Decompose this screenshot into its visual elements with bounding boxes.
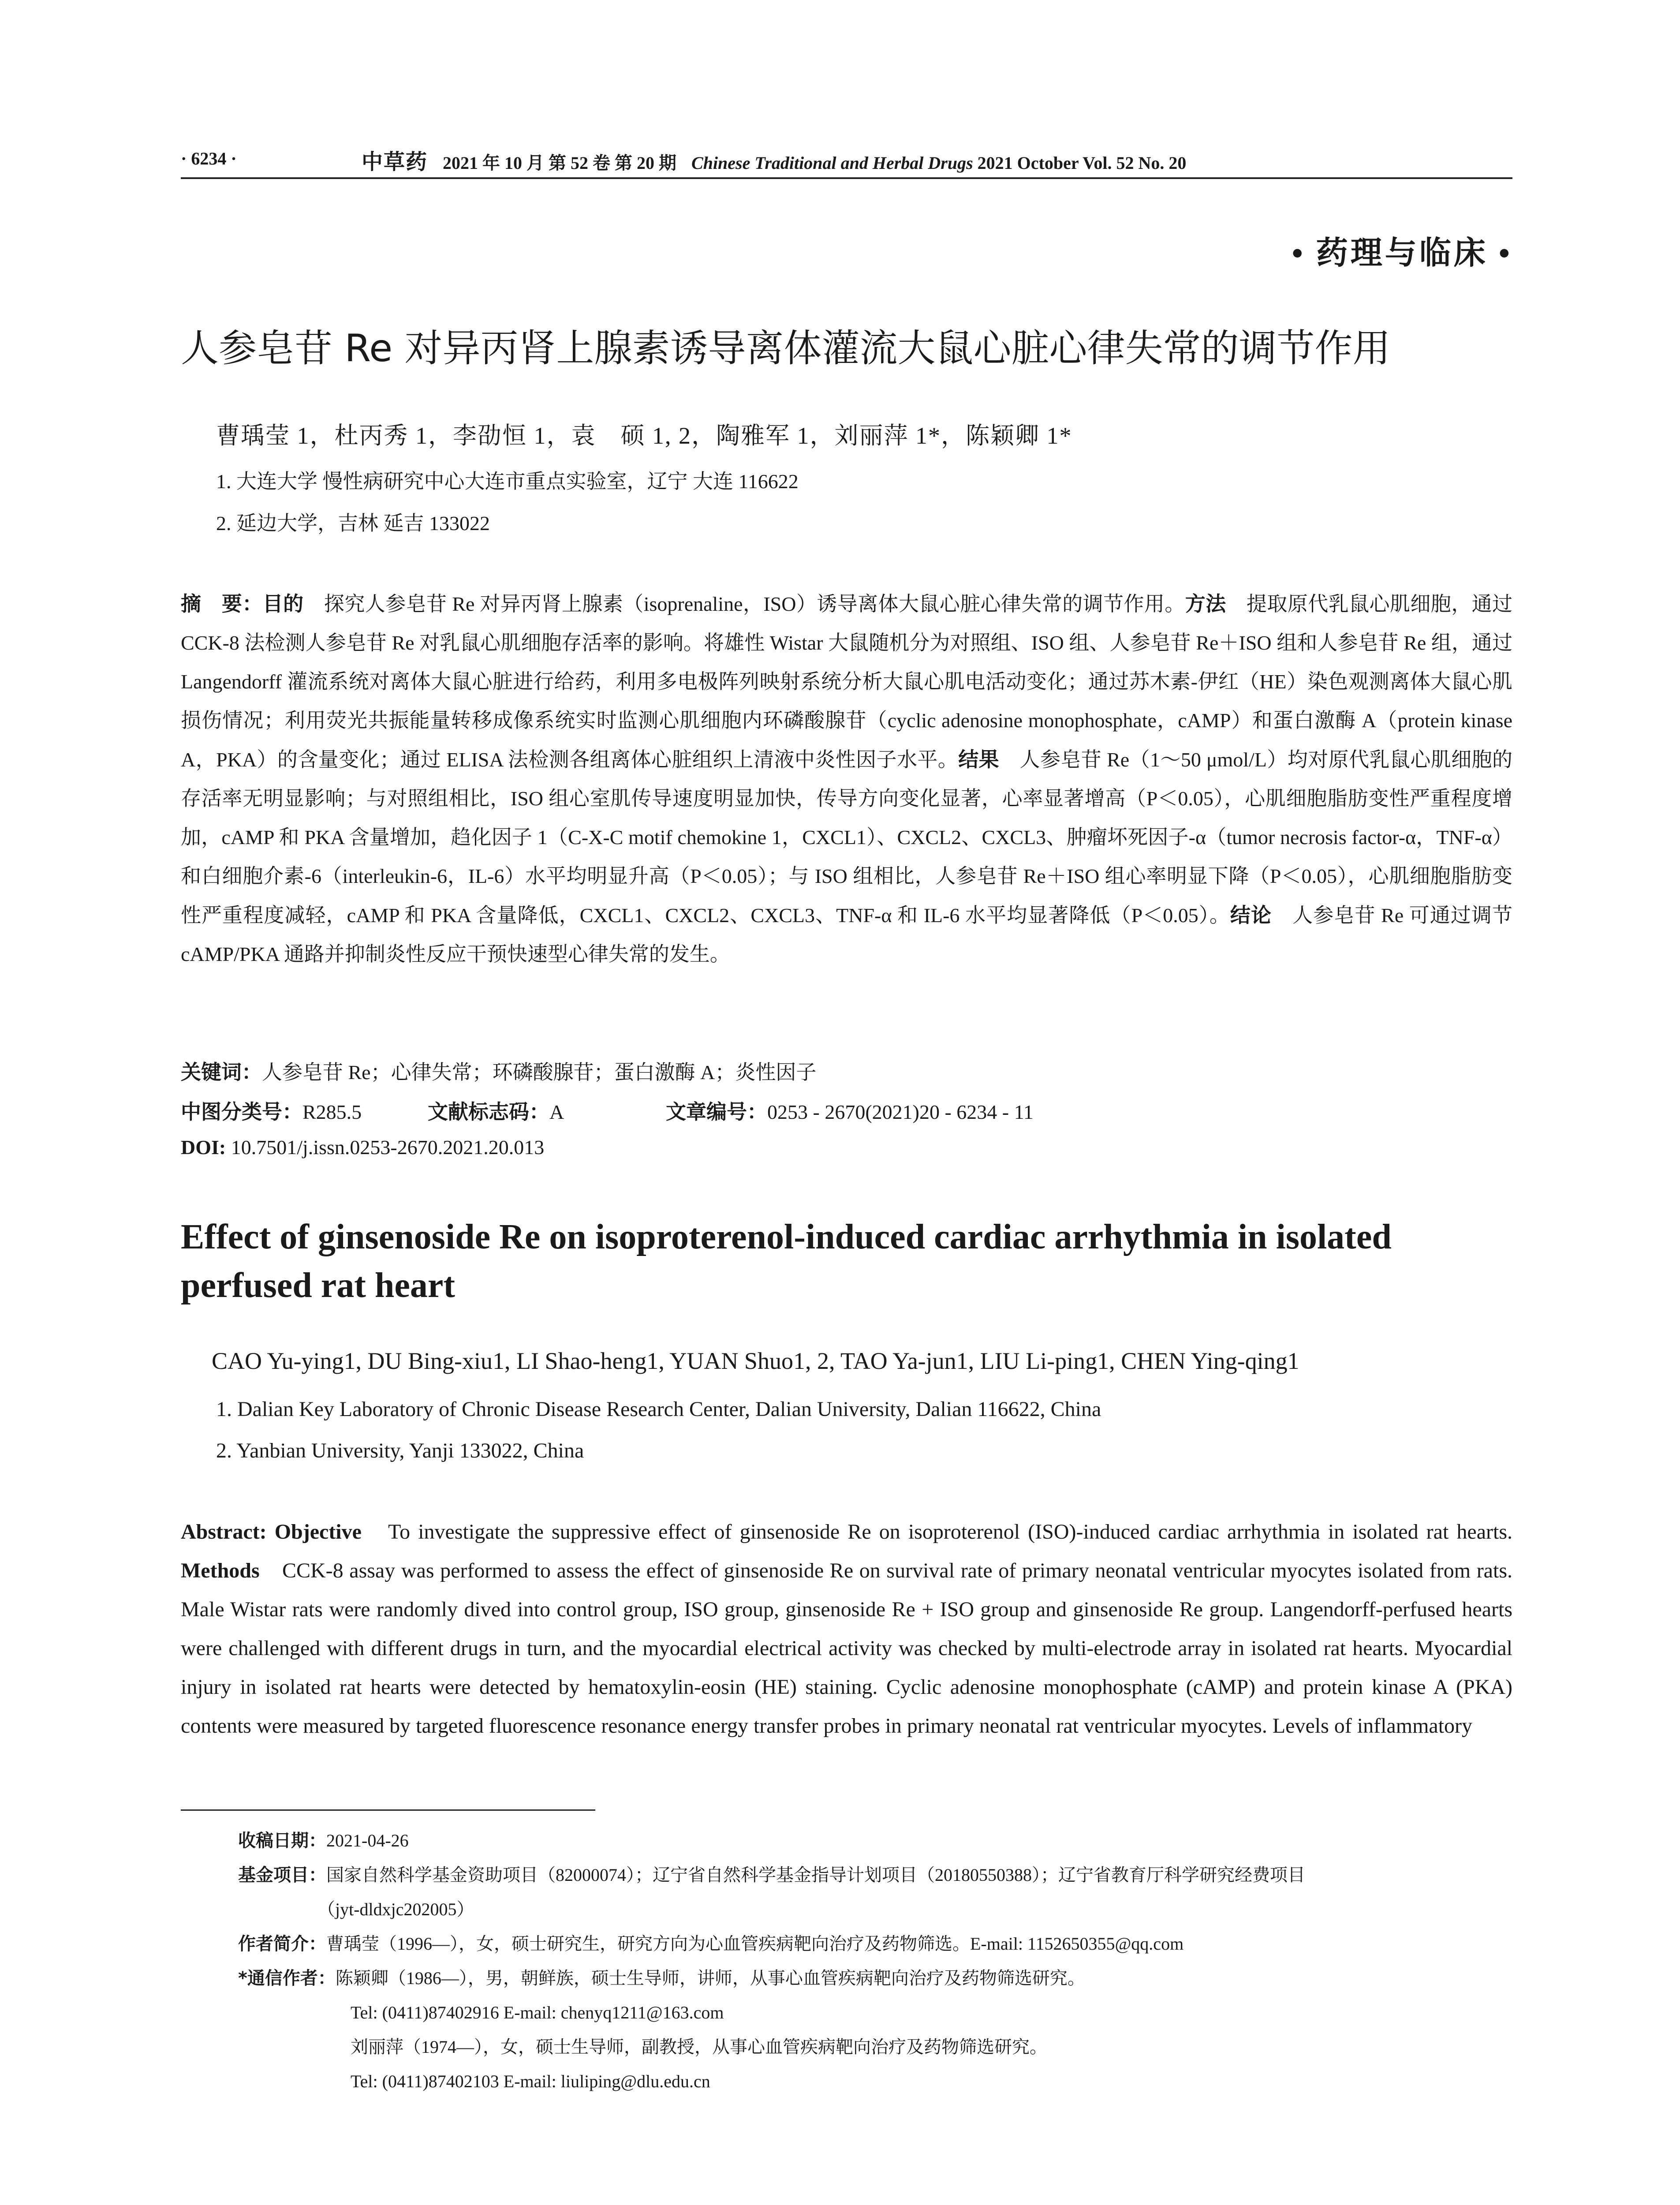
en-authors: CAO Yu-ying1, DU Bing-xiu1, LI Shao-heng1, YUAN Shuo1, 2, TAO Ya-jun1, LIU Li-ping1, CHEN Ying-qing1 (212, 1348, 1299, 1374)
journal-issue-line (362, 145, 1512, 175)
cn-keywords-text: 人参皂苷 Re；心律失常；环磷酸腺苷；蛋白激酶 A；炎性因子 (262, 1061, 817, 1084)
cn-keywords-label: 关键词： (181, 1060, 262, 1084)
cn-abstract (181, 584, 1512, 974)
cn-methods-label: 方法 (1185, 592, 1226, 616)
doi-label: DOI: (181, 1136, 226, 1159)
cn-results: 人参皂苷 Re（1～50 μmol/L）均对原代乳鼠心肌细胞的存活率无明显影响；与对照组相比，ISO 组心室肌传导速度明显加快，传导方向变化显著，心率显著增高（P＜0.05），心肌细胞脂肪变性严重程度增加，cAMP 和 PKA 含量增加，趋化因子 1（C-X-C motif chemokine 1，CXCL1）、CXCL2、CXCL3、肿瘤坏死因子-α（tumor necrosis factor-α，TNF-α）和白细胞介素-6（interleukin-6，IL-6）水平均明显升高（P＜0.05）；与 ISO 组相比，人参皂苷 Re＋ISO 组心率明显下降（P＜0.05），心肌细胞脂肪变性严重程度减轻，cAMP 和 PKA 含量降低，CXCL1、CXCL2、CXCL3、TNF-α 和 IL-6 水平均显著降低（P＜0.05）。 (181, 748, 1513, 927)
received-date (238, 1824, 1512, 1858)
funding (238, 1858, 1512, 1892)
cn-methods: 提取原代乳鼠心肌细胞，通过 CCK-8 法检测人参皂苷 Re 对乳鼠心肌细胞存活率的影响。将雄性 Wistar 大鼠随机分为对照组、ISO 组、人参皂苷 Re＋ISO 组和人参皂苷 Re 组，通过 Langendorff 灌流系统对离体大鼠心脏进行给药，利用多电极阵列映射系统分析大鼠心肌电活动变化；通过苏木素-伊红（HE）染色观测离体大鼠心肌损伤情况；利用荧光共振能量转移成像系统实时监测心肌细胞内环磷酸腺苷（cyclic adenosine monophosphate，cAMP）和蛋白激酶 A（protein kinase A，PKA）的含量变化；通过 ELISA 法检测各组离体心脏组织上清液中炎性因子水平。 (181, 593, 1513, 771)
cn-conclusion: 人参皂苷 Re 可通过调节 cAMP/PKA 通路并抑制炎性反应干预快速型心律失常的发生。 (181, 904, 1512, 965)
en-methods: CCK-8 assay was performed to assess the effect of ginsenoside Re on survival rate of primary neonatal ventricular myocytes isolated from rats. Male Wistar rats were randomly dived into control group, ISO group, ginsenoside Re + ISO group and ginsenoside Re group. Langendorff-perfused hearts were challenged with different drugs in turn, and the myocardial electrical activity was checked by multi-electrode array in isolated rat hearts. Myocardial injury in isolated rat hearts were detected by hematoxylin-eosin (HE) staining. Cyclic adenosine monophosphate (cAMP) and protein kinase A (PKA) contents were measured by targeted fluorescence resonance energy transfer probes in primary neonatal rat ventricular myocytes. Levels of inflammatory (181, 1559, 1513, 1738)
doi (181, 1136, 1512, 1159)
en-title: Effect of ginsenoside Re on isoproterenol-induced cardiac arrhythmia in isolated perfused rat heart (181, 1218, 1392, 1305)
en-methods-label: Methods (181, 1559, 260, 1582)
cn-classification (181, 1096, 1512, 1125)
cn-affiliation-1: 1. 大连大学 慢性病研究中心大连市重点实验室，辽宁 大连 116622 (216, 470, 799, 493)
author-bio (238, 1927, 1512, 1961)
journal-name-en: Chinese Traditional and Herbal Drugs (691, 153, 973, 173)
funding-continued: （jyt-dldxjc202005） (317, 1899, 474, 1919)
corresponding-2-contact: Tel: (0411)87402103 E-mail: liuliping@dlu.edu.cn (351, 2071, 710, 2091)
author-bio-value: 曹瑀莹（1996—），女，硕士研究生，研究方向为心血管疾病靶向治疗及药物筛选。E-mail: 1152650355@qq.com (326, 1934, 1184, 1954)
en-affiliation-1: 1. Dalian Key Laboratory of Chronic Disease Research Center, Dalian University, Dalian 116622, China (216, 1398, 1101, 1421)
article-no-value: 0253 - 2670(2021)20 - 6234 - 11 (767, 1101, 1034, 1123)
en-objective: To investigate the suppressive effect of ginsenoside Re on isoproterenol (ISO)-induced cardiac arrhythmia in isolated rat hearts. (361, 1520, 1512, 1544)
cn-results-label: 结果 (958, 747, 1000, 771)
page-number: · 6234 · (181, 149, 237, 168)
footnotes (238, 1824, 1512, 2099)
cn-affiliation-2: 2. 延边大学，吉林 延吉 133022 (216, 512, 490, 534)
corresponding-label: *通信作者： (238, 1968, 336, 1988)
section-label: • 药理与临床 • (1292, 235, 1512, 271)
cn-objective-label: 目的 (262, 592, 304, 616)
received-value: 2021-04-26 (326, 1831, 409, 1850)
journal-logo: 中草药 (362, 150, 428, 174)
footnote-rule (181, 1809, 595, 1811)
header-rule (181, 177, 1512, 179)
corresponding-1-value: 陈颖卿（1986—），男，朝鲜族，硕士生导师，讲师，从事心血管疾病靶向治疗及药物筛选研究。 (335, 1968, 1085, 1988)
running-header (181, 140, 1512, 180)
author-bio-label: 作者简介： (238, 1934, 326, 1954)
doc-code-label: 文献标志码： (428, 1100, 549, 1124)
funding-label: 基金项目： (238, 1865, 326, 1885)
cn-abstract-label: 摘 要： (181, 592, 263, 616)
cn-authors: 曹瑀莹 1，杜丙秀 1，李劭恒 1，袁 硕 1, 2，陶雅军 1，刘丽萍 1*，陈颖卿 1* (216, 422, 1072, 449)
en-affiliation-2: 2. Yanbian University, Yanji 133022, China (216, 1439, 584, 1462)
corresponding-author-2: 刘丽萍（1974—），女，硕士生导师，副教授，从事心血管疾病靶向治疗及药物筛选研究。 (351, 2037, 1047, 2057)
clc-label: 中图分类号： (181, 1100, 302, 1124)
en-abstract-label: Abstract: Objective (181, 1520, 362, 1544)
corresponding-1-contact: Tel: (0411)87402916 E-mail: chenyq1211@163.com (351, 2003, 724, 2022)
doi-link[interactable]: 10.7501/j.issn.0253-2670.2021.20.013 (226, 1136, 545, 1159)
corresponding-author-1 (238, 1961, 1512, 1996)
clc-value: R285.5 (302, 1101, 362, 1123)
issue-cn: 2021 年 10 月 第 52 卷 第 20 期 (443, 153, 677, 173)
doc-code-value: A (549, 1101, 564, 1123)
funding-value: 国家自然科学基金资助项目（82000074）；辽宁省自然科学基金指导计划项目（20180550388）；辽宁省教育厅科学研究经费项目 (326, 1865, 1305, 1885)
cn-title: 人参皂苷 Re 对异丙肾上腺素诱导离体灌流大鼠心脏心律失常的调节作用 (181, 326, 1391, 370)
cn-keywords (181, 1056, 1512, 1085)
article-no-label: 文章编号： (666, 1100, 767, 1124)
received-label: 收稿日期： (238, 1831, 326, 1851)
cn-objective: 探究人参皂苷 Re 对异丙肾上腺素（isoprenaline，ISO）诱导离体大鼠心脏心律失常的调节作用。 (303, 593, 1185, 615)
en-abstract (181, 1513, 1512, 1745)
cn-conclusion-label: 结论 (1230, 903, 1272, 927)
issue-en: 2021 October Vol. 52 No. 20 (973, 153, 1187, 173)
